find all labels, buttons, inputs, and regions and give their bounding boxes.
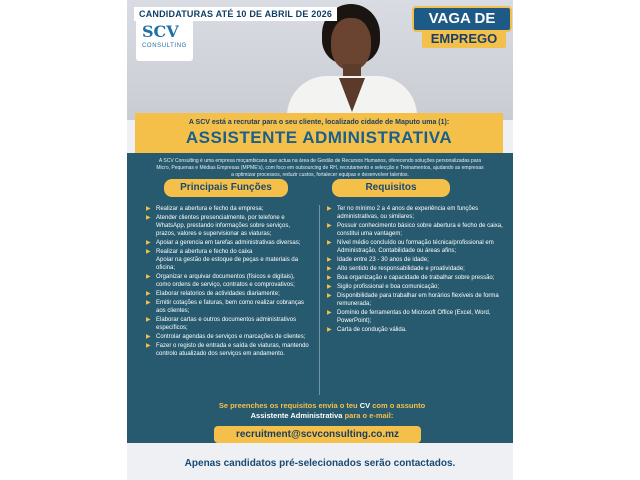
bullet-arrow-icon: ▶: [146, 317, 151, 323]
requisito-text: Boa organização e capacidade de trabalhar sobre pressão;: [337, 275, 495, 281]
funcao-item: [146, 316, 311, 332]
requisito-text: Possuir conhecimento básico sobre abertura e fecho de caixa, constitui uma vantagem;: [337, 223, 503, 237]
requisito-text: Ter no mínimo 2 a 4 anos de experiência em funções administrativas, ou similares;: [337, 206, 479, 220]
job-poster: [127, 0, 513, 480]
photo-face: [331, 18, 371, 70]
bullet-arrow-icon: ▶: [146, 206, 151, 212]
funcao-item: [146, 214, 311, 238]
company-logo: [136, 19, 193, 61]
cta-part-2: com o assunto: [370, 401, 426, 410]
funcao-item: [146, 205, 311, 213]
funcao-item: [146, 273, 311, 289]
bullet-arrow-icon: ▶: [327, 275, 332, 281]
details-panel: [127, 153, 513, 443]
badge-line-2: EMPREGO: [422, 30, 506, 48]
bullet-arrow-icon: ▶: [327, 327, 332, 333]
requisito-item: [327, 256, 507, 264]
headline-intro: A SCV está a recrutar para o seu cliente, localizado cidade de Maputo uma (1):: [188, 119, 450, 126]
application-instructions: [187, 401, 457, 421]
requisito-text: Idade entre 23 - 30 anos de idade;: [337, 257, 429, 263]
funcao-text: Apoiar na gestão de estoque de peças e materiais da oficina;: [156, 257, 299, 271]
requisito-item: [327, 283, 507, 291]
funcao-item: [146, 342, 311, 358]
cta-part-3: para o e-mail:: [342, 411, 394, 420]
funcoes-list: [146, 205, 311, 359]
logo-subtext: CONSULTING: [142, 43, 187, 49]
funcao-text: Controlar agendas de serviços e marcações de clientes;: [156, 334, 306, 340]
funcao-item: [146, 290, 311, 298]
bullet-arrow-icon: ▶: [327, 310, 332, 316]
cta-subject: Assistente Administrativa: [250, 411, 343, 420]
column-divider: [319, 205, 320, 395]
recruitment-email[interactable]: recruitment@scvconsulting.co.mz: [214, 426, 421, 443]
funcoes-heading: Principais Funções: [164, 179, 288, 197]
job-vacancy-badge: [412, 6, 508, 52]
bullet-arrow-icon: ▶: [146, 274, 151, 280]
funcao-item: [146, 239, 311, 247]
badge-line-1: VAGA DE: [412, 6, 512, 32]
cta-part-1: Se preenches os requisitos envia o teu: [218, 401, 360, 410]
requisito-text: Domínio de ferramentas do Microsoft Office (Excel, Word, PowerPoint);: [337, 310, 491, 324]
bullet-arrow-icon: ▶: [327, 240, 332, 246]
footer-note: Apenas candidatos pré-selecionados serão contactados.: [184, 458, 456, 469]
job-title: ASSISTENTE ADMINISTRATIVA: [185, 128, 453, 147]
funcao-item: [146, 333, 311, 341]
funcao-text: Realizar a abertura e fecho da empresa;: [156, 206, 264, 212]
requisito-item: [327, 205, 507, 221]
requisito-item: [327, 292, 507, 308]
logo-mark: SCV: [142, 22, 179, 41]
funcao-text: Fazer o registo de entrada e saída de viaturas, mantendo controlo atualizado dos serviços em andamento.: [156, 343, 309, 357]
funcao-item: [146, 248, 311, 272]
cta-cv: CV: [359, 401, 371, 410]
funcao-text: Organizar e arquivar documentos (físicos e digitais), como ordens de serviço, contratos e comprovativos;: [156, 274, 295, 288]
funcao-text: Elaborar cartas e outros documentos administrativos específicos;: [156, 317, 297, 331]
bullet-arrow-icon: ▶: [327, 284, 332, 290]
bullet-arrow-icon: ▶: [146, 291, 151, 297]
requisito-item: [327, 239, 507, 255]
bullet-arrow-icon: ▶: [327, 266, 332, 272]
company-description: A SCV Consulting é uma empresa moçambicana que actua na área de Gestão de Recursos Humanos, oferecendo soluções personalizadas para Micro, Pequenas e Médias Empresas (MPME's), com foco em outsourcing de RH, recrutamento e selecção e Treinamentos, ajudando as empresas a optimizar processos, reduzir custos, fortalecer equipas e desenvolver talentos.: [156, 158, 484, 178]
requisito-text: Carta de condução válida.: [337, 327, 407, 333]
funcao-text: Emitir cotações e faturas, bem como realizar cobranças aos clientes;: [156, 300, 305, 314]
requisito-text: Disponibilidade para trabalhar em horários flexíveis de forma remunerada;: [337, 293, 499, 307]
requisito-item: [327, 222, 507, 238]
requisito-item: [327, 326, 507, 334]
bullet-arrow-icon: ▶: [146, 215, 151, 221]
requisito-text: Alto sentido de responsabilidade e proatividade;: [337, 266, 465, 272]
bullet-arrow-icon: ▶: [146, 249, 151, 255]
bullet-arrow-icon: ▶: [146, 334, 151, 340]
requisito-item: [327, 309, 507, 325]
funcao-text: Realizar a abertura e fecho do caixa: [156, 249, 253, 255]
deadline-banner: CANDIDATURAS ATÉ 10 DE ABRIL DE 2026: [134, 7, 337, 21]
bullet-arrow-icon: ▶: [327, 257, 332, 263]
bullet-arrow-icon: ▶: [327, 293, 332, 299]
funcao-text: Elaborar relatorios de actividades diariamente;: [156, 291, 280, 297]
bullet-arrow-icon: ▶: [327, 223, 332, 229]
requisito-item: [327, 274, 507, 282]
bullet-arrow-icon: ▶: [327, 206, 332, 212]
requisitos-heading: Requisitos: [332, 179, 450, 197]
requisito-text: Sigilo profissional e boa comunicação;: [337, 284, 440, 290]
bullet-arrow-icon: ▶: [146, 240, 151, 246]
requisito-text: Nível médio concluído ou formação técnica/profissional em Administração, Contabilidade ou áreas afins;: [337, 240, 494, 254]
requisito-item: [327, 265, 507, 273]
funcao-text: Apoiar a gerencia em tarefas administrativas diversas;: [156, 240, 301, 246]
headline-banner: [135, 113, 503, 153]
bullet-arrow-icon: ▶: [146, 300, 151, 306]
bullet-arrow-icon: ▶: [146, 343, 151, 349]
requisitos-list: [327, 205, 507, 335]
funcao-text: Atender clientes presencialmente, por telefone e WhatsApp, prestando informações sobre serviços, prazos, valores e supervisionar as viaturas;: [156, 215, 291, 237]
funcao-item: [146, 299, 311, 315]
